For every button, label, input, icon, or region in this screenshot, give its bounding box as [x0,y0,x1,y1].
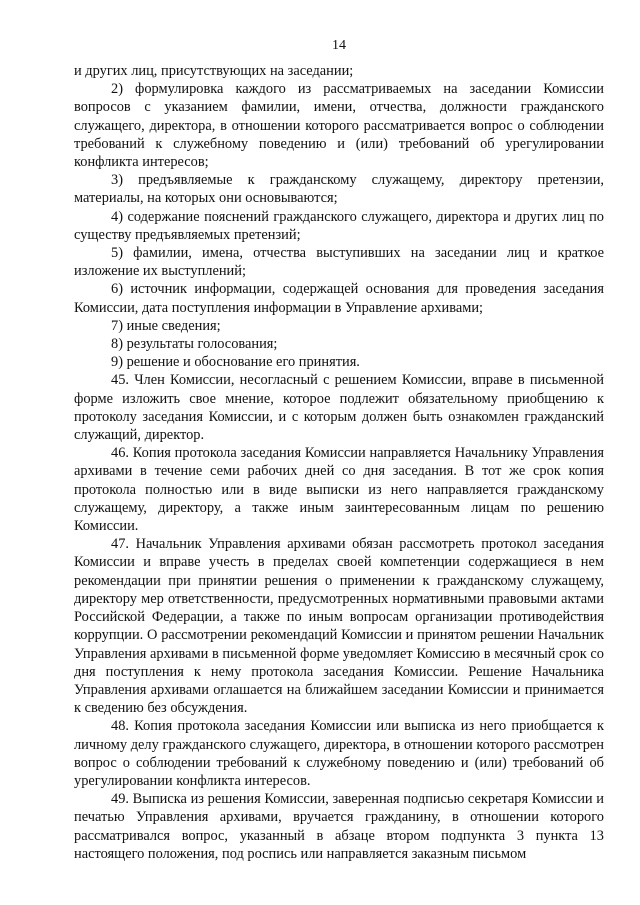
paragraph: 47. Начальник Управления архивами обязан рассмотреть протокол заседания Комиссии и вправе учесть в пределах своей компетенции содержащиеся в нем рекомендации при принятии решения о применении к гражданскому служащему, директору мер ответственности, предусмотренных нормативными правовыми актами Российской Федерации, а также по иным вопросам организации противодействия коррупции. О рассмотрении рекомендаций Комиссии и принятом решении Начальник Управления архивами в письменной форме уведомляет Комиссию в месячный срок со дня поступления к нему протокола заседания Комиссии. Решение Начальника Управления архивами оглашается на ближайшем заседании Комиссии и принимается к сведению без обсуждения. [74,536,604,717]
paragraph: 45. Член Комиссии, несогласный с решением Комиссии, вправе в письменной форме изложить свое мнение, которое подлежит обязательному приобщению к протоколу заседания Комиссии, и с которым должен быть ознакомлен гражданский служащий, директор. [74,372,604,444]
paragraph: 5) фамилии, имена, отчества выступивших на заседании лиц и краткое изложение их выступлений; [74,245,604,280]
paragraph: 8) результаты голосования; [111,336,278,353]
paragraph: 6) источник информации, содержащей основания для проведения заседания Комиссии, дата поступления информации в Управление архивами; [74,281,604,316]
document-body [74,62,604,863]
paragraph: 2) формулировка каждого из рассматриваемых на заседании Комиссии вопросов с указанием фамилии, имени, отчества, должности гражданского служащего, директора, в отношении которого рассматривается вопрос о соблюдении требований к служебному поведению и (или) требований об урегулировании конфликта интересов; [74,81,604,171]
paragraph: 3) предъявляемые к гражданскому служащему, директору претензии, материалы, на которых они основываются; [74,172,604,207]
paragraph: 9) решение и обоснование его принятия. [111,354,360,371]
paragraph: 4) содержание пояснений гражданского служащего, директора и других лиц по существу предъявляемых претензий; [74,208,604,243]
page-number: 14 [332,38,346,53]
paragraph: 46. Копия протокола заседания Комиссии направляется Начальнику Управления архивами в течение семи рабочих дней со дня заседания. В тот же срок копия протокола полностью или в виде выписки из него направляется гражданскому служащему, директору, а также иным заинтересованным лицам по решению Комиссии. [74,445,604,535]
paragraph: 49. Выписка из решения Комиссии, заверенная подписью секретаря Комиссии и печатью Управления архивами, вручается гражданину, в отношении которого рассматривался вопрос, указанный в абзаце втором подпункта 3 пункта 13 настоящего положения, под роспись или направляется заказным письмом [74,791,604,862]
paragraph: и других лиц, присутствующих на заседании; [74,63,354,79]
paragraph: 48. Копия протокола заседания Комиссии или выписка из него приобщается к личному делу гражданского служащего, директора, в отношении которого рассмотрен вопрос о соблюдении требований к служебному поведению и (или) требований об урегулировании конфликта интересов. [74,718,604,789]
paragraph: 7) иные сведения; [111,317,221,334]
